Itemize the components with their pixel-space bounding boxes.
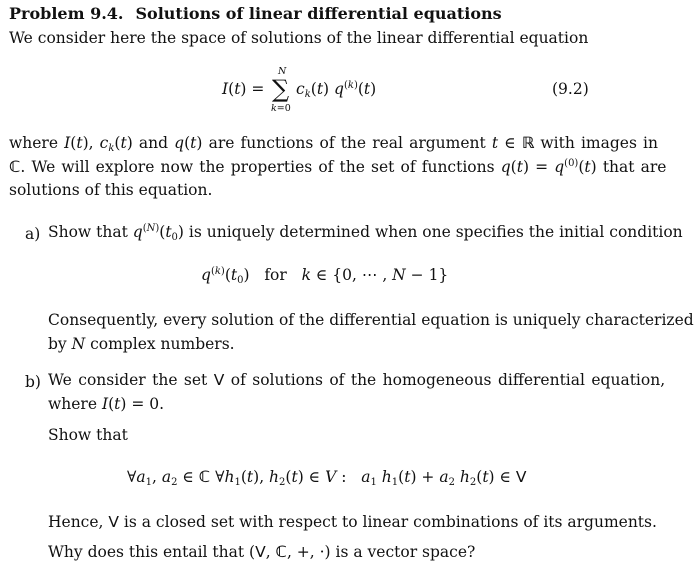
equation-number: (9.2) [552,80,589,98]
equation-lhs: I(t) = [222,80,265,98]
problem-heading [9,6,502,22]
part-b-line-2: where I(t) = 0. [48,395,165,413]
part-a-condition: $q^{(k)}(t_0)$ for k ∈ {0, ⋯ , N − 1} [201,266,449,286]
part-a-line-2: Consequently, every solution of the differential equation is uniquely characterized [48,311,694,329]
equation-rhs: $c_k(t)$ $q^{(k)}(t)$ [296,80,377,100]
paragraph-line-3: solutions of this equation. [9,181,213,199]
part-b-line-1: We consider the set V of solutions of the homogeneous differential equation, [48,371,666,389]
part-a-line-1: Show that $q^{(N)}(t_0)$ is uniquely determined when one specifies the initial condition [48,223,683,243]
paragraph-line-1: where I(t), $c_k(t)$ and q(t) are functions of the real argument t ∈ ℝ with images in [9,134,658,154]
problem-title: Solutions of linear differential equations [135,4,502,23]
intro-text: We consider here the space of solutions of the linear differential equation [9,29,589,47]
paragraph-line-2: ℂ. We will explore now the properties of the set of functions $q(t) = q^{(0)}(t)$ that are [9,158,667,176]
part-b-label: b) [25,373,41,391]
part-b-line-4: Hence, V is a closed set with respect to linear combinations of its arguments. [48,513,657,531]
sum-lower-limit: k=0 [271,103,291,114]
part-a-line-3: by N complex numbers. [48,335,235,353]
part-b-statement: $\forall a_1$, $a_2$ ∈ ℂ $\forall h_1(t)$, $h_2(t)$ ∈ V : $a_1$ $h_1(t) + a_2$ $h_2(t)$ ∈ V [127,468,527,488]
problem-number: Problem 9.4. [9,4,124,23]
part-b-line-3: Show that [48,426,128,444]
sum-upper-limit: N [278,66,287,77]
sum-symbol: ∑ [272,75,290,103]
part-a-label: a) [25,225,41,243]
part-b-line-5: Why does this entail that (V, ℂ, +, ·) is a vector space? [48,543,476,561]
